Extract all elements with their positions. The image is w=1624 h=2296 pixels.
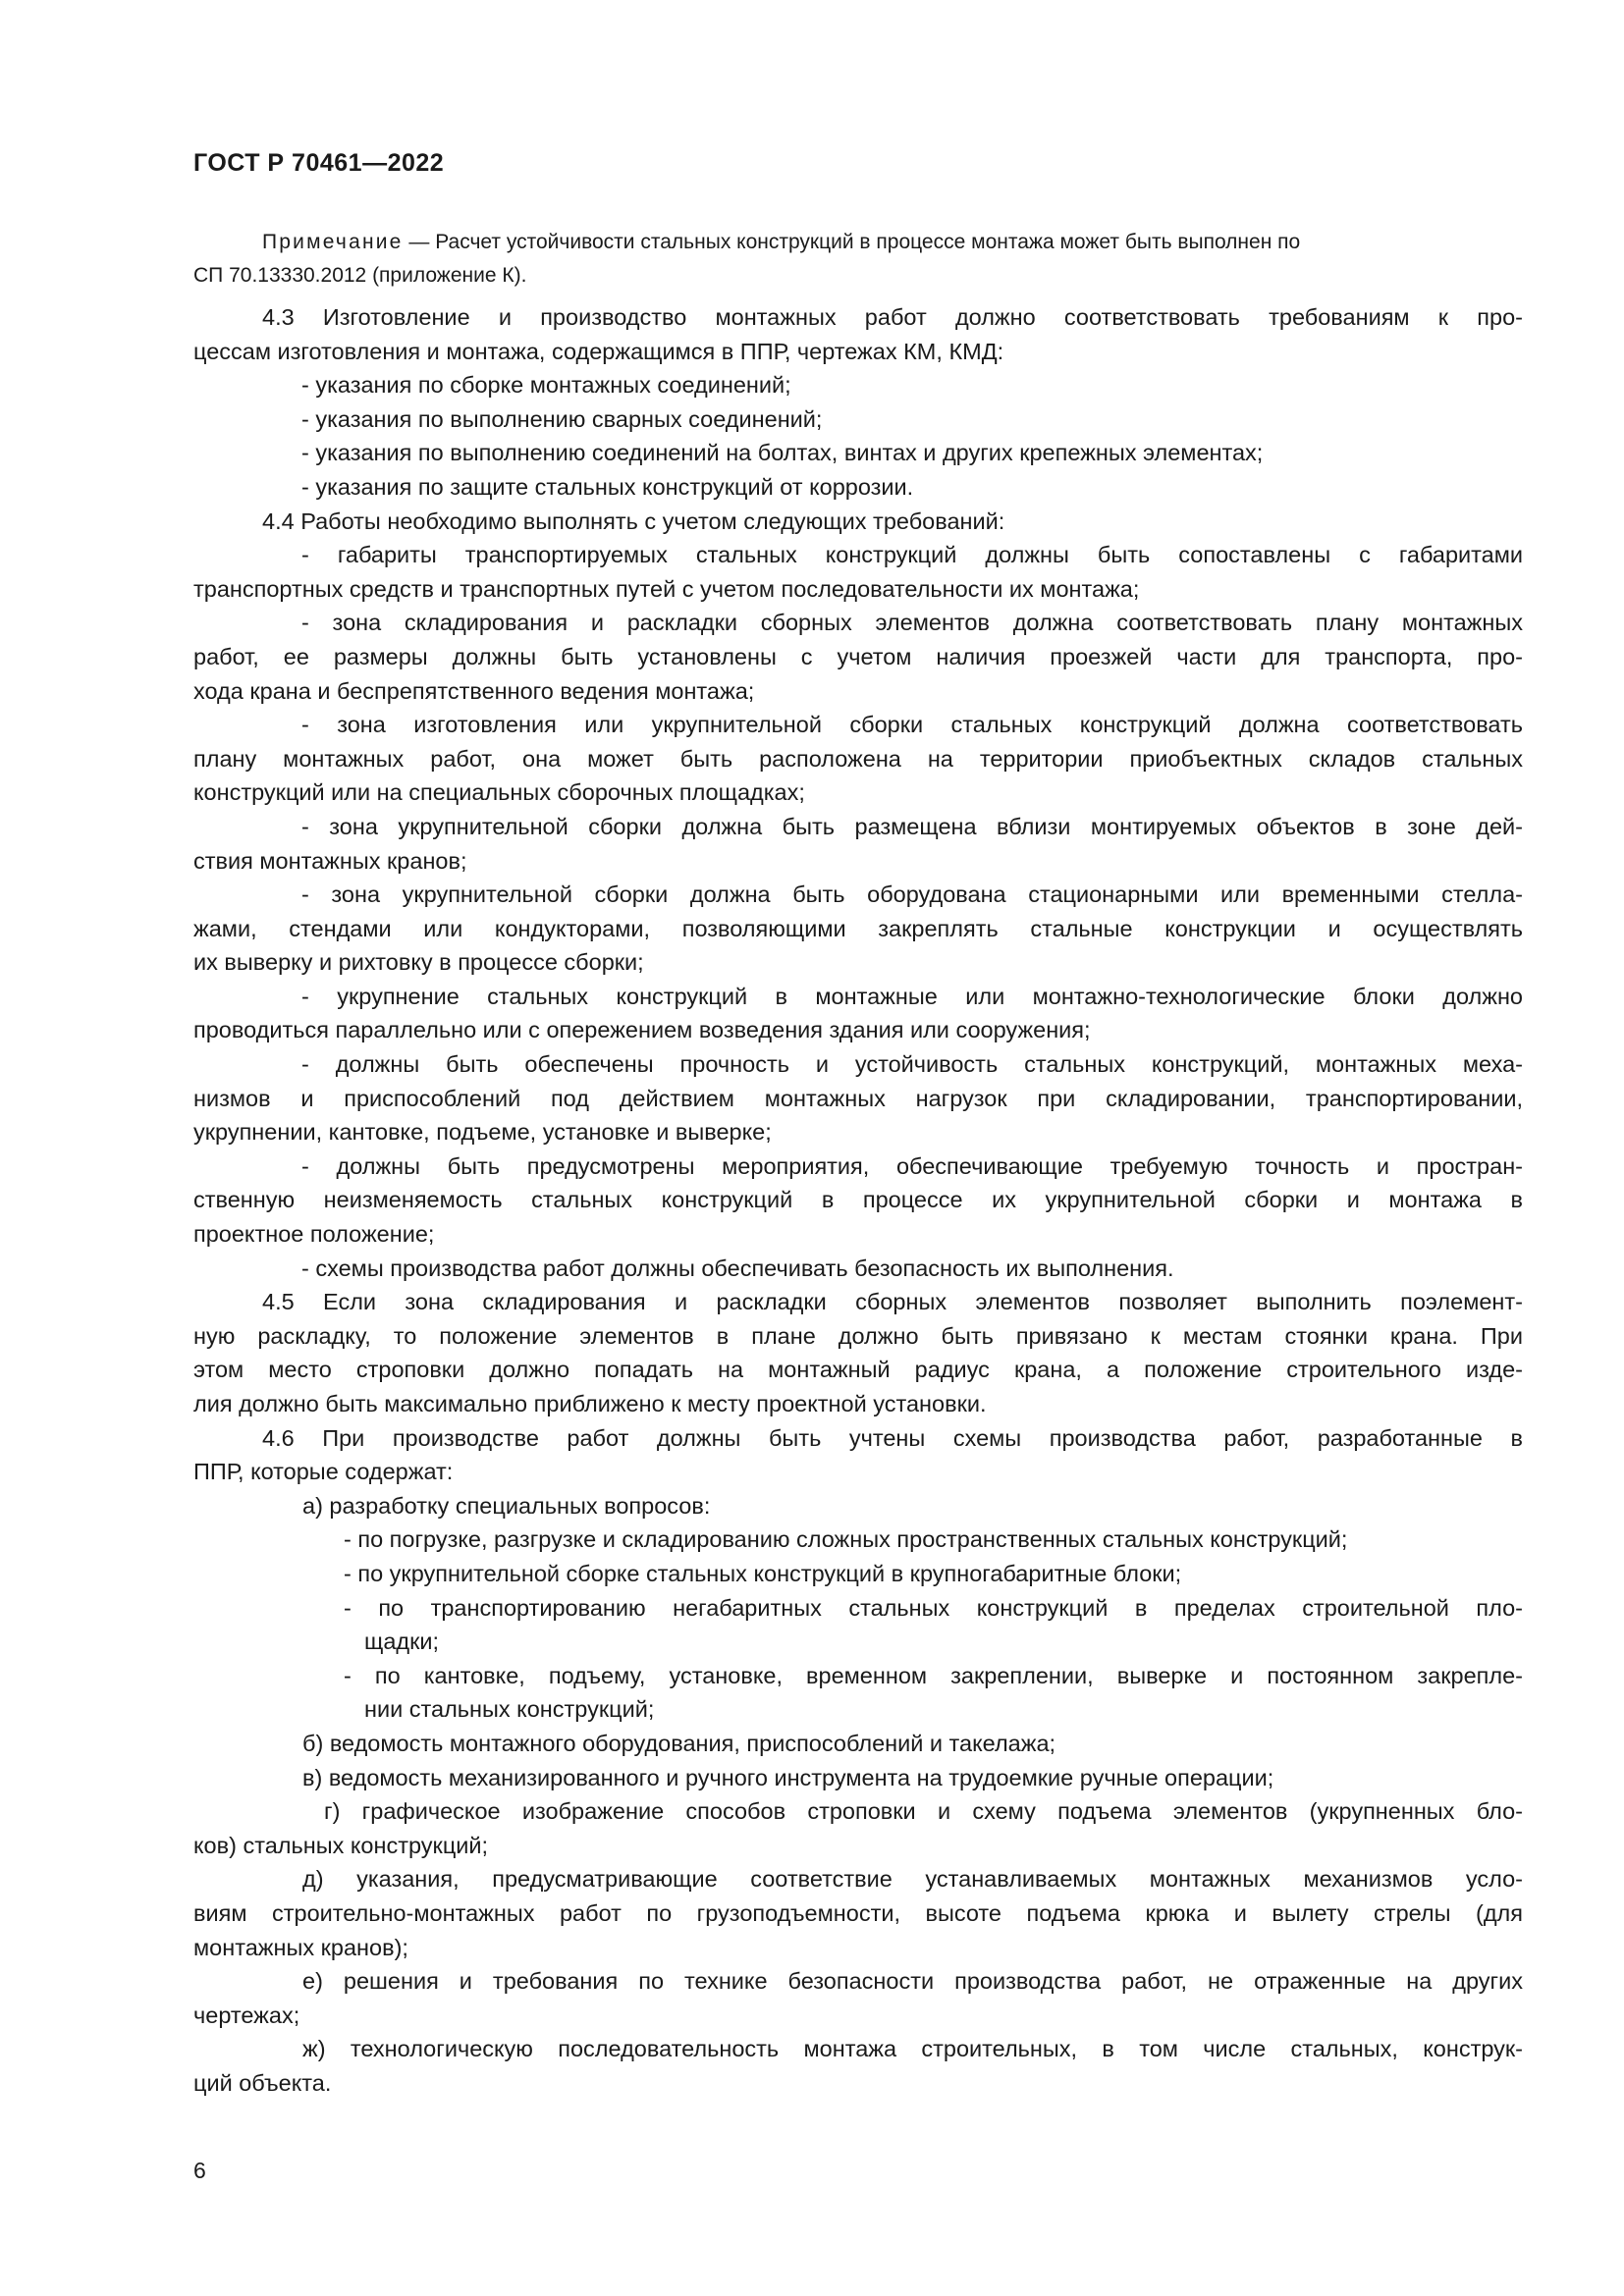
text-line: транспортных средств и транспортных путей с учетом последовательности их монтажа; <box>193 575 1140 602</box>
text-line: д) указания, предусматривающие соответствие устанавливаемых монтажных механизмов усло- <box>302 1866 1523 1893</box>
text-line: - указания по выполнению соединений на болтах, винтах и других крепежных элементах; <box>301 440 1264 466</box>
text-line: нии стальных конструкций; <box>364 1696 655 1723</box>
text-line: е) решения и требования по технике безопасности производства работ, не отраженные на других <box>302 1968 1523 1995</box>
text-line: их выверку и рихтовку в процессе сборки; <box>193 949 644 976</box>
text-line: виям строительно-монтажных работ по грузоподъемности, высоте подъема крюка и вылету стрелы (для <box>193 1899 1523 1926</box>
text-line: - укрупнение стальных конструкций в монтажные или монтажно-технологические блоки должно <box>301 983 1523 1009</box>
text-line: чертежах; <box>193 2002 300 2028</box>
text-line: ж) технологическую последовательность монтажа строительных, в том числе стальных, конструк- <box>302 2036 1523 2062</box>
text-line: ственную неизменяемость стальных конструкций в процессе их укрупнительной сборки и монтажа в <box>193 1187 1523 1213</box>
text-line: ствия монтажных кранов; <box>193 847 467 874</box>
page-content <box>193 226 1523 2100</box>
note-paragraph <box>193 226 1523 293</box>
text-line: 4.3 Изготовление и производство монтажных работ должно соответствовать требованиям к про- <box>262 304 1523 330</box>
text-line: лия должно быть максимально приближено к месту проектной установки. <box>193 1391 987 1416</box>
text-line: б) ведомость монтажного оборудования, приспособлений и такелажа; <box>302 1730 1056 1756</box>
page-number: 6 <box>193 2158 206 2183</box>
text-line: цессам изготовления и монтажа, содержащимся в ППР, чертежах КМ, КМД: <box>193 338 1004 364</box>
text-line: - по укрупнительной сборке стальных конструкций в крупногабаритные блоки; <box>344 1560 1182 1586</box>
text-line: - габариты транспортируемых стальных конструкций должны быть сопоставлены с габаритами <box>301 542 1523 568</box>
text-line: плану монтажных работ, она может быть расположена на территории приобъектных складов стальных <box>193 745 1523 772</box>
text-line: проектное положение; <box>193 1221 435 1248</box>
text-line: жами, стендами или кондукторами, позволяющими закреплять стальные конструкции и осуществлять <box>193 915 1523 941</box>
text-line: в) ведомость механизированного и ручного инструмента на трудоемкие ручные операции; <box>302 1764 1274 1790</box>
document-header: ГОСТ Р 70461—2022 <box>193 149 445 177</box>
note-text-line1: — Расчет устойчивости стальных конструкций в процессе монтажа может быть выполнен по <box>403 231 1301 253</box>
text-line: ций объекта. <box>193 2069 332 2096</box>
text-line: этом место строповки должно попадать на монтажный радиус крана, а положение строительного изде- <box>193 1357 1523 1383</box>
text-line: - указания по выполнению сварных соединений; <box>301 405 823 432</box>
text-line: работ, ее размеры должны быть установлены с учетом наличия проезжей части для транспорта, про- <box>193 643 1523 669</box>
text-line: - зона укрупнительной сборки должна быть размещена вблизи монтируемых объектов в зоне дей- <box>301 813 1523 839</box>
text-line: ную раскладку, то положение элементов в плане должно быть привязано к местам стоянки крана. При <box>193 1322 1523 1349</box>
text-line: - по погрузке, разгрузке и складированию сложных пространственных стальных конструкций; <box>344 1526 1348 1553</box>
text-line: 4.4 Работы необходимо выполнять с учетом следующих требований: <box>262 507 1005 534</box>
text-line: а) разработку специальных вопросов: <box>302 1492 711 1519</box>
text-line: проводиться параллельно или с опережением возведения здания или сооружения; <box>193 1017 1091 1043</box>
text-line: - по кантовке, подъему, установке, временном закреплении, выверке и постоянном закрепле- <box>344 1662 1523 1688</box>
text-line: щадки; <box>364 1629 440 1655</box>
text-line: ППР, которые содержат: <box>193 1459 454 1485</box>
text-line: 4.5 Если зона складирования и раскладки сборных элементов позволяет выполнить поэлемент- <box>262 1289 1523 1315</box>
text-line: - должны быть обеспечены прочность и устойчивость стальных конструкций, монтажных меха- <box>301 1051 1523 1078</box>
text-line: монтажных кранов); <box>193 1934 408 1960</box>
text-line: - указания по сборке монтажных соединений; <box>301 372 791 399</box>
note-label: Примечание <box>262 231 404 253</box>
text-line: - указания по защите стальных конструкций от коррозии. <box>301 473 914 500</box>
text-line: - должны быть предусмотрены мероприятия, обеспечивающие требуемую точность и простран- <box>301 1152 1523 1179</box>
text-line: хода крана и беспрепятственного ведения монтажа; <box>193 677 755 704</box>
text-line: - зона изготовления или укрупнительной сборки стальных конструкций должна соответствовать <box>301 712 1523 738</box>
text-line: конструкций или на специальных сборочных площадках; <box>193 779 805 806</box>
text-line: 4.6 При производстве работ должны быть учтены схемы производства работ, разработанные в <box>262 1424 1523 1451</box>
text-line: укрупнении, кантовке, подъеме, установке и выверке; <box>193 1119 772 1146</box>
text-line: - по транспортированию негабаритных стальных конструкций в пределах строительной пло- <box>344 1594 1523 1621</box>
text-line: - зона складирования и раскладки сборных элементов должна соответствовать плану монтажных <box>301 610 1523 636</box>
text-line: - схемы производства работ должны обеспечивать безопасность их выполнения. <box>301 1255 1174 1281</box>
text-line: ков) стальных конструкций; <box>193 1832 489 1858</box>
note-text-line2: СП 70.13330.2012 (приложение К). <box>193 264 527 287</box>
text-line: низмов и приспособлений под действием монтажных нагрузок при складировании, транспортировании, <box>193 1085 1523 1111</box>
text-line: г) графическое изображение способов строповки и схему подъема элементов (укрупненных бло- <box>324 1798 1523 1825</box>
text-line: - зона укрупнительной сборки должна быть оборудована стационарными или временными стелла- <box>301 881 1523 908</box>
